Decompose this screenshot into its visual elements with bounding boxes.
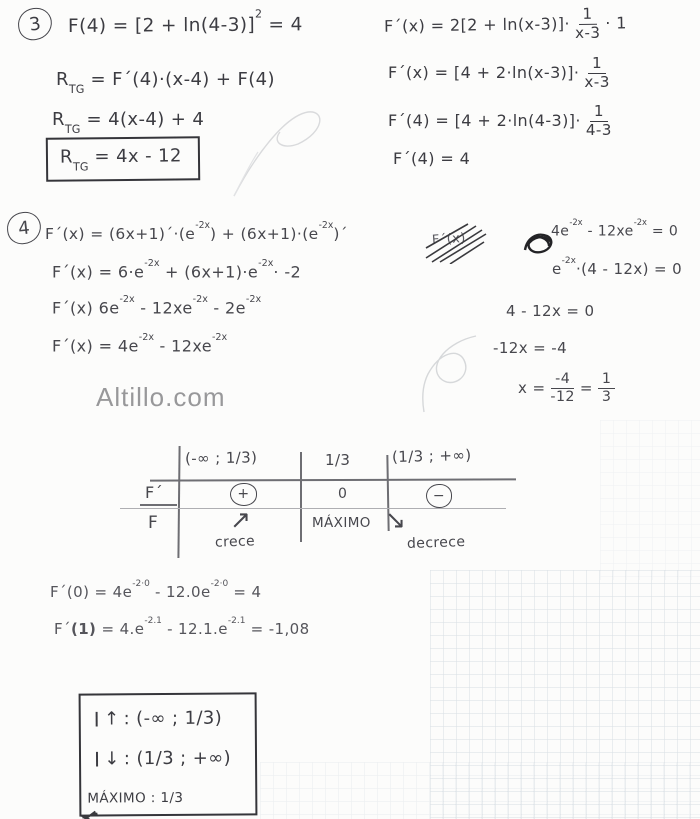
increase-arrow-icon: ↗ bbox=[230, 505, 252, 534]
increase-interval-value: : (-∞ ; 1/3) bbox=[123, 707, 223, 730]
equation-tangent-formula: $R_{TG}$ = F´(4)·(x-4) + F(4) bbox=[56, 69, 275, 97]
equation-set-to-zero: $4e^{-2x} - 12xe^{-2x} = 0$ bbox=[551, 217, 679, 240]
table-header-interval-right: (1/3 ; +∞) bbox=[391, 445, 472, 467]
equation-derivative-general: F´(x) = 2[2 + ln(x-3)]· $\frac{1}{x-3}$ · 1 bbox=[383, 4, 627, 42]
table-cell-maximum: MÁXIMO bbox=[312, 515, 371, 531]
interval-label: I bbox=[93, 747, 101, 772]
problem4-number-badge bbox=[5, 210, 42, 245]
tangent-answer-box bbox=[46, 136, 200, 182]
problem3-number-badge bbox=[16, 6, 54, 42]
increase-interval-line bbox=[94, 708, 223, 732]
table-header-critical-point: 1/3 bbox=[325, 451, 351, 469]
equation-tangent-substituted: $R_{TG} = 4(x-4) + 4$ bbox=[52, 109, 205, 137]
table-horizontal-rule bbox=[120, 508, 506, 509]
fprime-label-underline bbox=[140, 504, 177, 506]
table-vertical-rule bbox=[177, 446, 180, 558]
equation-derivative-value: F´(4) = 4 bbox=[393, 149, 471, 168]
problem3-number: 3 bbox=[27, 12, 43, 36]
maximum-line: MÁXIMO : 1/3 bbox=[87, 789, 184, 807]
table-cell-zero: 0 bbox=[338, 486, 348, 502]
equation-factored: $e^{-2x}\cdot(4 - 12x) = 0$ bbox=[552, 256, 683, 278]
table-header-interval-left: (-∞ ; 1/3) bbox=[184, 448, 258, 468]
table-cell-crece: crece bbox=[214, 533, 256, 551]
equation-isolated: -12x = -4 bbox=[493, 339, 568, 357]
up-arrow-icon: ↑ bbox=[103, 708, 120, 730]
watermark: Altillo.com bbox=[96, 382, 226, 412]
down-arrow-icon: ↓ bbox=[104, 748, 120, 770]
decrease-interval-value: : (1/3 ; +∞) bbox=[123, 747, 232, 770]
scribble-strikethrough bbox=[424, 222, 488, 264]
pen-swirl bbox=[228, 98, 340, 198]
table-vertical-rule bbox=[300, 452, 302, 542]
plus-circled-icon: + bbox=[230, 483, 257, 506]
table-row-label-f: F bbox=[148, 513, 159, 533]
minus-circled-icon: − bbox=[426, 484, 452, 508]
table-horizontal-rule bbox=[150, 478, 516, 481]
equation-expanded: F´(x) = $6\cdot e^{-2x} + (6x+1)\cdot e^{-2x}\cdot -2$ bbox=[52, 257, 302, 282]
graph-paper-grid bbox=[430, 570, 700, 819]
equation-derivative-simplified: F´(x) = [4 + 2·ln(x-3)]· $\frac{1}{x-3}$ bbox=[388, 54, 610, 91]
equation-eval-at-zero: F´(0) = $4e^{-2\cdot 0} - 12.0e^{-2\cdot 0} = 4$ bbox=[50, 579, 262, 601]
equation-f-value-at-4: $F(4) = [2 + \ln(4-3)]^2 = 4$ bbox=[67, 7, 303, 37]
equation-derivative-at-4: F´(4) = [4 + 2·ln(4-3)]· $\frac{1}{4-3}$ bbox=[388, 102, 612, 139]
sign-table bbox=[118, 444, 700, 562]
table-cell-decrece: decrece bbox=[406, 533, 466, 553]
decrease-interval-line bbox=[94, 748, 231, 772]
equation-tangent-answer: $R_{TG} = 4x - 12$ bbox=[59, 145, 182, 175]
equation-eval-at-one: F´(1) = $4.e^{-2.1} - 12.1.e^{-2.1} = -1,08$ bbox=[54, 616, 310, 638]
decrease-arrow-icon: ↘ bbox=[385, 505, 407, 534]
interval-label: I bbox=[93, 707, 101, 732]
equation-product-rule: F´(x) = $(6x+1)´\cdot(e^{-2x})$ + $(6x+1)\cdot(e^{-2x})´$ bbox=[45, 219, 348, 244]
crossed-out-expression: F´(x) bbox=[431, 230, 467, 249]
problem4-number: 4 bbox=[17, 216, 31, 240]
pen-swirl bbox=[414, 330, 488, 416]
equation-distributed: F´(x) $6e^{-2x} - 12xe^{-2x} - 2e^{-2x}$ bbox=[52, 293, 262, 318]
equation-linear: 4 - 12x = 0 bbox=[506, 302, 595, 320]
equation-solution: x = $\frac{-4}{-12}$ = $\frac{1}{3}$ bbox=[518, 372, 620, 405]
table-row-label-fprime: F´ bbox=[145, 483, 164, 502]
pen-mark bbox=[79, 807, 101, 819]
graph-paper-grid bbox=[260, 762, 700, 819]
final-answer-box bbox=[79, 692, 258, 816]
equation-simplified-derivative: F´(x) = $4e^{-2x} - 12xe^{-2x}$ bbox=[52, 331, 228, 356]
